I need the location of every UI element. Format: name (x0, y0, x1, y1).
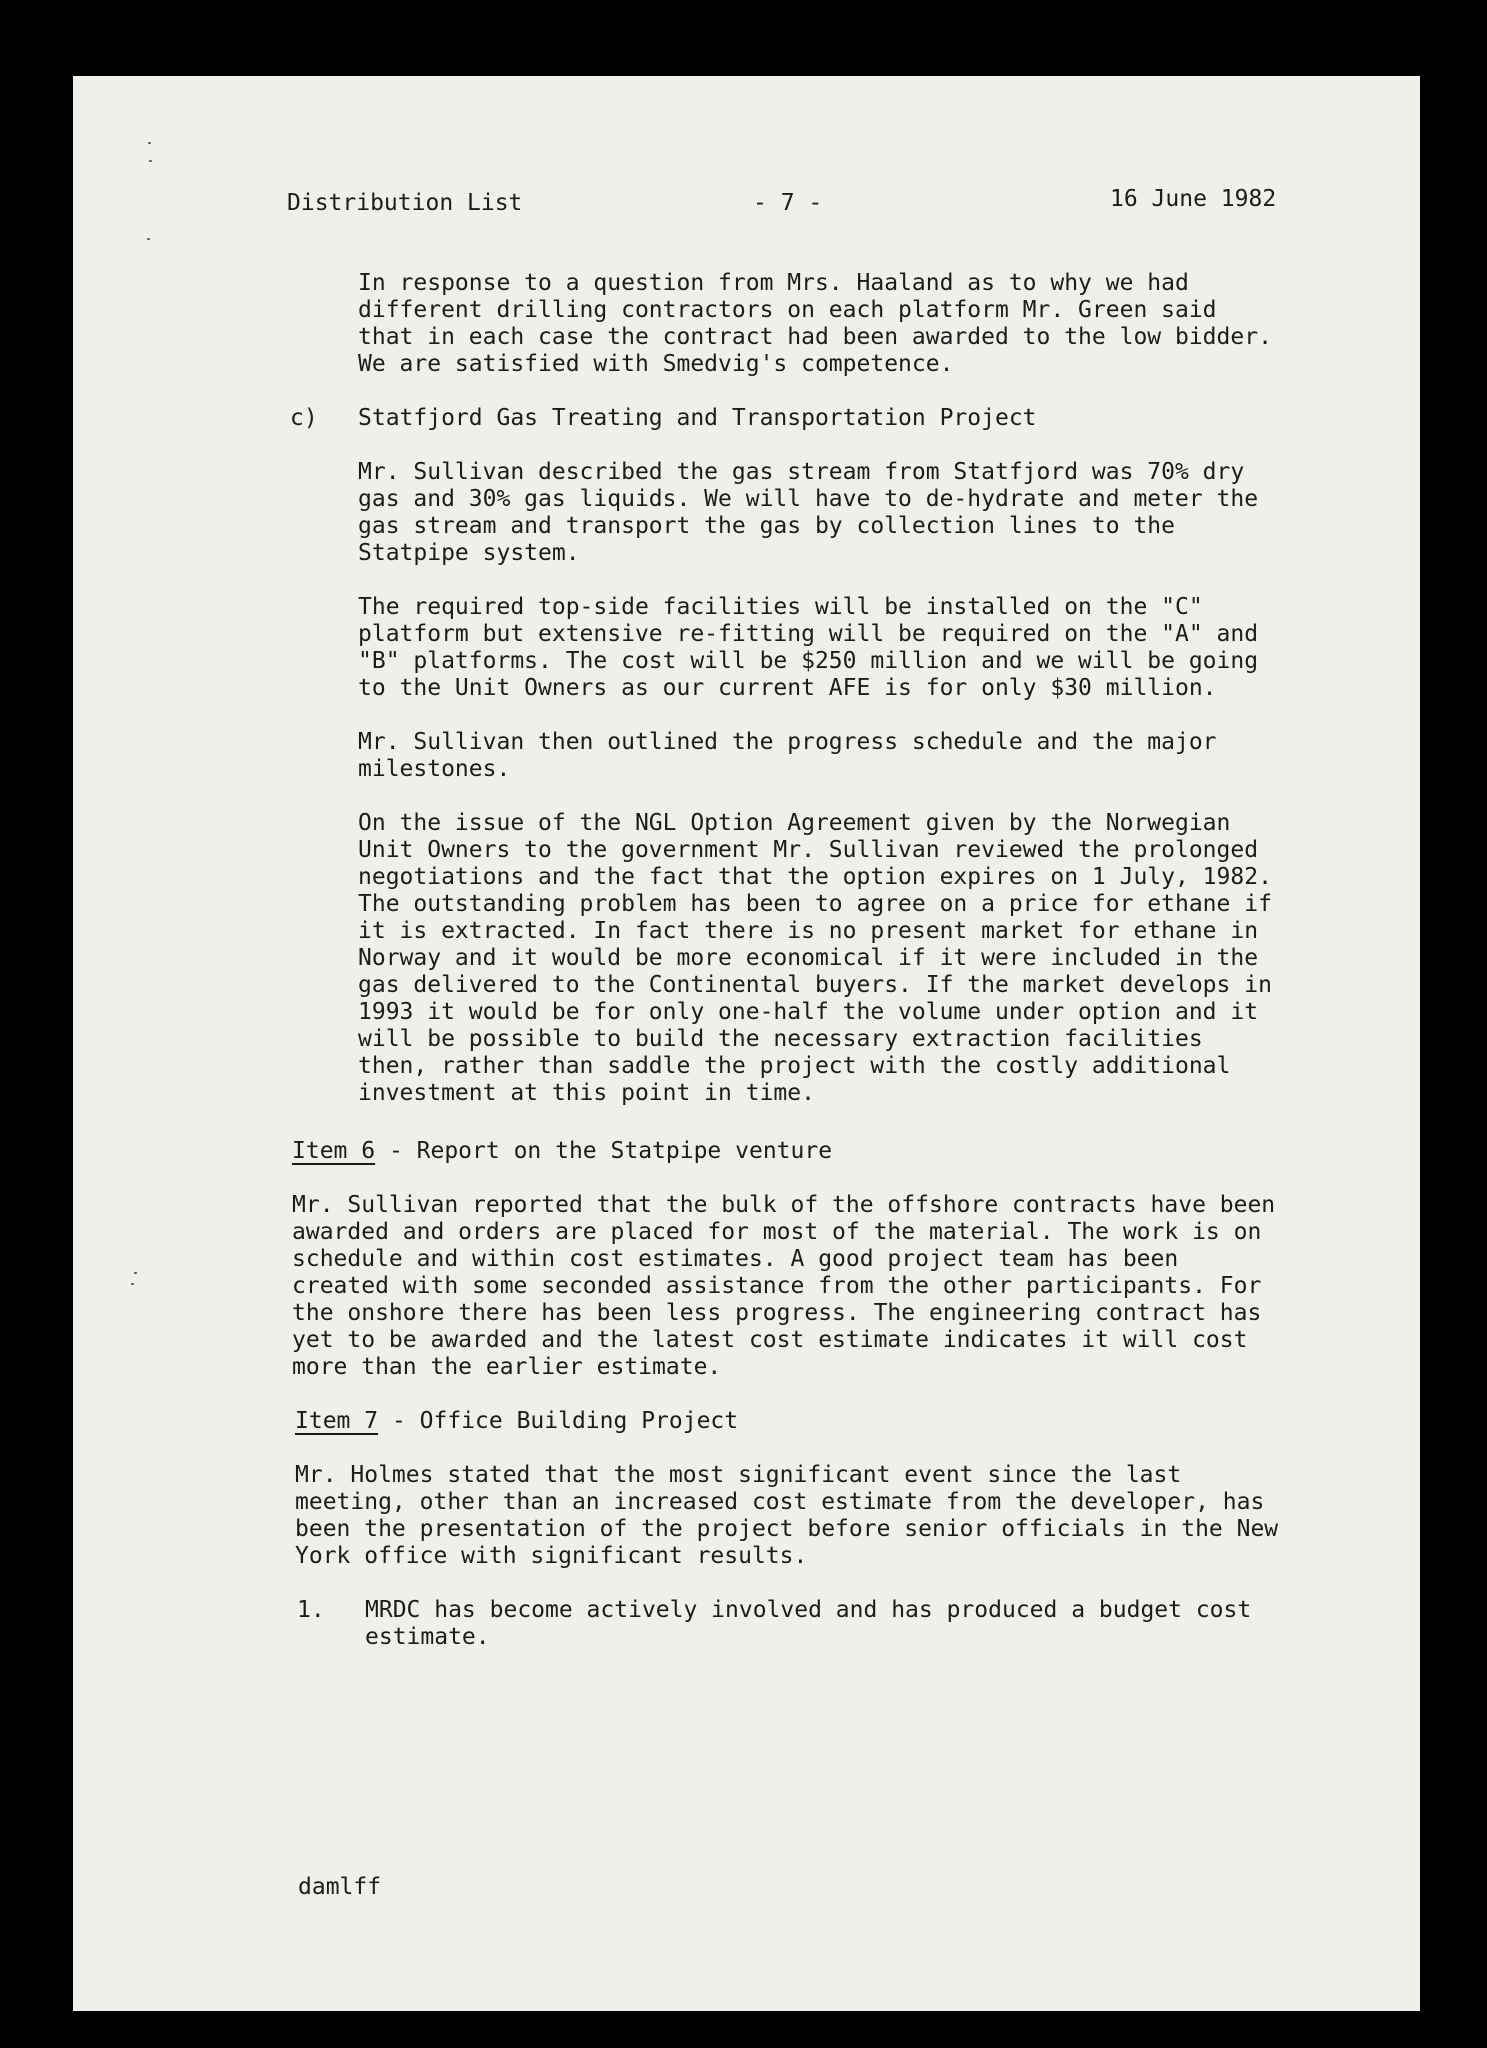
page-number: - 7 - (753, 190, 823, 216)
footer-code: damlff (298, 1874, 382, 1900)
scan-speck (131, 1283, 134, 1285)
scan-speck (148, 142, 151, 144)
paragraph-gas-stream: Mr. Sullivan described the gas stream from Statfjord was 70% dry gas and 30% gas liquids. We will have to de-hydrate and meter the gas stream and transport the gas by collection lines to the Statpipe system. (358, 459, 1259, 566)
item6-title: - Report on the Statpipe venture (375, 1138, 833, 1164)
list-item-text: MRDC has become actively involved and has produced a budget cost estimate. (365, 1597, 1252, 1650)
paragraph-office-building: Mr. Holmes stated that the most significant event since the last meeting, other than an increased cost estimate from the developer, has been the presentation of the project before senior officials in the New York office with significant results. (295, 1462, 1279, 1569)
item7-title: - Office Building Project (378, 1408, 739, 1434)
scan-speck (147, 238, 150, 240)
list-item-number: 1. (297, 1597, 325, 1623)
item7-heading (295, 1408, 738, 1435)
header-left: Distribution List (287, 190, 523, 216)
paragraph-statpipe: Mr. Sullivan reported that the bulk of the offshore contracts have been awarded and orders are placed for most of the material. The work is on schedule and within cost estimates. A good project team has been created with some seconded assistance from the other participants. For the onshore there has been less progress. The engineering contract has yet to be awarded and the latest cost estimate indicates it will cost more than the earlier estimate. (292, 1192, 1276, 1380)
scan-speck (134, 1272, 137, 1274)
section-c-label: c) (290, 405, 318, 431)
item6-heading (292, 1138, 832, 1165)
paragraph-facilities: The required top-side facilities will be installed on the "C" platform but extensive re-fitting will be required on the "A" and "B" platforms. The cost will be $250 million and we will be going to the Unit Owners as our current AFE is for only $30 million. (358, 594, 1259, 701)
paragraph-ngl-option: On the issue of the NGL Option Agreement given by the Norwegian Unit Owners to the government Mr. Sullivan reviewed the prolonged negotiations and the fact that the option expires on 1 July, 1982. The outstanding problem has been to agree on a price for ethane if it is extracted. In fact there is no present market for ethane in Norway and it would be more economical if it were included in the gas delivered to the Continental buyers. If the market develops in 1993 it would be for only one-half the volume under option and it will be possible to build the necessary extraction facilities then, rather than saddle the project with the costly additional investment at this point in time. (358, 810, 1272, 1106)
header-date: 16 June 1982 (1110, 186, 1277, 212)
section-c-title: Statfjord Gas Treating and Transportation Project (358, 405, 1037, 431)
paragraph-response: In response to a question from Mrs. Haaland as to why we had different drilling contractors on each platform Mr. Green said that in each case the contract had been awarded to the low bidder. We are satisfied with Smedvig's competence. (358, 270, 1272, 377)
scan-speck (149, 160, 152, 162)
paragraph-schedule: Mr. Sullivan then outlined the progress schedule and the major milestones. (358, 729, 1217, 782)
item7-label: Item 7 (295, 1408, 379, 1434)
item6-label: Item 6 (292, 1138, 376, 1164)
